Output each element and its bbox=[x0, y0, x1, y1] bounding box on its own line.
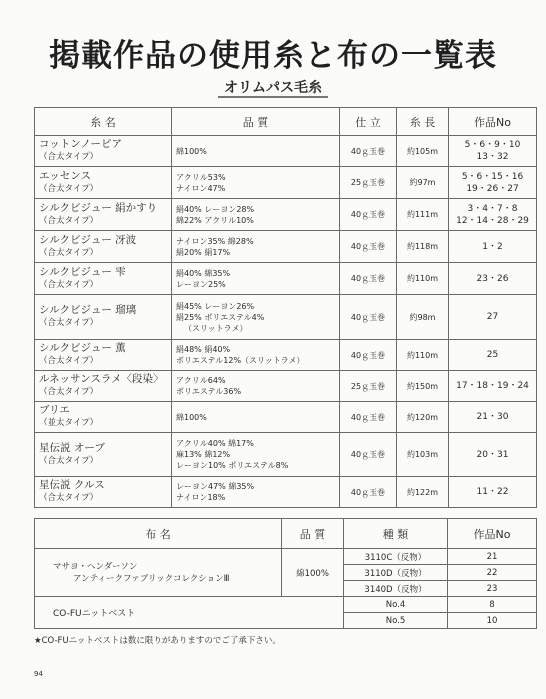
yarn-works-cell bbox=[449, 295, 537, 340]
fabric-kind: No.5 bbox=[344, 613, 448, 629]
yarn-name-cell bbox=[35, 433, 172, 477]
page-title: 掲載作品の使用糸と布の一覧表 bbox=[49, 38, 497, 74]
fabric-name-masayo bbox=[35, 549, 282, 597]
yarn-type: （並太タイプ） bbox=[39, 418, 99, 428]
yarn-row bbox=[35, 433, 537, 477]
yarn-quality-line: 綿22% アクリル10% bbox=[176, 215, 254, 225]
yarn-length: 約118m bbox=[397, 231, 449, 263]
fabric-work-no: 8 bbox=[448, 597, 537, 613]
yarn-quality-line: レーヨン10% ポリエステル8% bbox=[176, 461, 289, 470]
yarn-quality-line: ナイロン47% bbox=[176, 183, 226, 193]
yarn-work-no: 19・26・27 bbox=[466, 183, 519, 194]
yarn-name-cell bbox=[35, 136, 172, 167]
yarn-form: 40ｇ玉巻 bbox=[340, 295, 397, 340]
yarn-name-cell bbox=[35, 167, 172, 199]
fabric-row bbox=[35, 549, 537, 565]
yarn-quality-cell bbox=[172, 136, 340, 167]
yarn-quality-line: ポリエステル12%（スリットラメ） bbox=[176, 356, 305, 365]
yarn-form: 40ｇ玉巻 bbox=[340, 340, 397, 371]
yarn-quality-line: アクリル64% bbox=[176, 376, 226, 385]
fabric-row bbox=[35, 597, 537, 613]
fabric-name-cofu: CO-FUニットベスト bbox=[35, 597, 344, 629]
yarn-length: 約110m bbox=[397, 263, 449, 295]
col-header-fabric-name: 布 名 bbox=[35, 519, 282, 549]
yarn-length: 約122m bbox=[397, 477, 449, 508]
yarn-quality-cell bbox=[172, 167, 340, 199]
yarn-work-no: 20・31 bbox=[476, 449, 509, 460]
yarn-type: （合太タイプ） bbox=[39, 279, 99, 290]
yarn-name-cell bbox=[35, 477, 172, 508]
yarn-type: （合太タイプ） bbox=[39, 318, 99, 328]
yarn-length: 約103m bbox=[397, 433, 449, 477]
fabric-kind: No.4 bbox=[344, 597, 448, 613]
section-subtitle bbox=[0, 77, 546, 97]
fabric-quality: 綿100% bbox=[282, 549, 344, 597]
fabric-work-no: 23 bbox=[448, 581, 537, 597]
yarn-quality-line: 絹20% 絹17% bbox=[176, 247, 231, 257]
yarn-type: （合太タイプ） bbox=[39, 183, 99, 194]
yarn-quality-cell bbox=[172, 199, 340, 231]
col-header-name: 糸 名 bbox=[35, 108, 172, 136]
col-header-fabric-works: 作品No bbox=[448, 519, 537, 549]
yarn-quality-line: 絹25% ポリエステル4% bbox=[176, 312, 265, 322]
yarn-name: 星伝説 クルス bbox=[39, 479, 105, 491]
yarn-name-cell bbox=[35, 402, 172, 433]
yarn-row bbox=[35, 199, 537, 231]
fabric-name-line: アンティークファブリックコレクションⅢ bbox=[73, 573, 230, 584]
yarn-row bbox=[35, 263, 537, 295]
yarn-type: （合太タイプ） bbox=[39, 387, 99, 397]
yarn-quality-line: アクリル53% bbox=[176, 172, 226, 182]
yarn-row bbox=[35, 340, 537, 371]
yarn-form: 25ｇ玉巻 bbox=[340, 371, 397, 402]
yarn-type: （合太タイプ） bbox=[39, 356, 99, 366]
yarn-quality-cell bbox=[172, 433, 340, 477]
yarn-quality-cell bbox=[172, 231, 340, 263]
yarn-quality-line: 綿100% bbox=[176, 412, 207, 422]
yarn-length: 約97m bbox=[397, 167, 449, 199]
yarn-name: シルクビジュー 瑠璃 bbox=[39, 304, 137, 316]
fabric-table-header bbox=[35, 519, 537, 549]
yarn-row bbox=[35, 231, 537, 263]
yarn-quality-line: 麻13% 綿12% bbox=[176, 450, 231, 459]
fabric-table bbox=[34, 518, 537, 629]
yarn-name: シルクビジュー 冴波 bbox=[39, 233, 137, 246]
yarn-quality-line: 絹48% 絹40% bbox=[176, 345, 231, 354]
yarn-work-no: 13・32 bbox=[476, 152, 509, 162]
yarn-name-cell bbox=[35, 371, 172, 402]
yarn-work-no: 11・22 bbox=[476, 487, 509, 497]
yarn-quality-line: レーヨン25% bbox=[176, 279, 226, 289]
yarn-works-cell bbox=[449, 340, 537, 371]
yarn-works-cell bbox=[449, 402, 537, 433]
fabric-kind: 3140D（反物） bbox=[344, 581, 448, 597]
yarn-type: （合太タイプ） bbox=[39, 152, 99, 162]
yarn-quality-cell bbox=[172, 295, 340, 340]
yarn-works-cell bbox=[449, 477, 537, 508]
yarn-table bbox=[34, 107, 537, 508]
subtitle-text: オリムパス毛糸 bbox=[218, 80, 328, 98]
yarn-type: （合太タイプ） bbox=[39, 493, 99, 503]
col-header-works: 作品No bbox=[449, 108, 537, 136]
yarn-table-header bbox=[35, 108, 537, 136]
yarn-quality-line: レーヨン47% 綿35% bbox=[176, 482, 255, 491]
yarn-type: （合太タイプ） bbox=[39, 215, 99, 226]
yarn-name: ブリエ bbox=[39, 404, 70, 416]
yarn-work-no: 27 bbox=[486, 312, 499, 322]
yarn-work-no: 21・30 bbox=[476, 412, 509, 422]
yarn-quality-cell bbox=[172, 402, 340, 433]
fabric-work-no: 22 bbox=[448, 565, 537, 581]
col-header-fabric-quality: 品 質 bbox=[282, 519, 344, 549]
yarn-quality-line: ナイロン35% 綿28% bbox=[176, 236, 254, 246]
page-number: 94 bbox=[34, 670, 43, 678]
yarn-works-cell bbox=[449, 199, 537, 231]
yarn-quality-cell bbox=[172, 477, 340, 508]
yarn-name: 星伝説 オーブ bbox=[39, 441, 105, 454]
yarn-length: 約111m bbox=[397, 199, 449, 231]
yarn-works-cell bbox=[449, 433, 537, 477]
yarn-length: 約110m bbox=[397, 340, 449, 371]
yarn-type: （合太タイプ） bbox=[39, 247, 99, 258]
fabric-work-no: 21 bbox=[448, 549, 537, 565]
yarn-name-cell bbox=[35, 295, 172, 340]
yarn-form: 40ｇ玉巻 bbox=[340, 433, 397, 477]
yarn-type: （合太タイプ） bbox=[39, 455, 99, 466]
yarn-form: 40ｇ玉巻 bbox=[340, 477, 397, 508]
fabric-kind: 3110C（反物） bbox=[344, 549, 448, 565]
yarn-length: 約120m bbox=[397, 402, 449, 433]
yarn-length: 約105m bbox=[397, 136, 449, 167]
yarn-name-cell bbox=[35, 263, 172, 295]
yarn-length: 約98m bbox=[397, 295, 449, 340]
yarn-length: 約150m bbox=[397, 371, 449, 402]
yarn-work-no: 25 bbox=[486, 350, 499, 360]
yarn-quality-line: ナイロン18% bbox=[176, 493, 226, 502]
yarn-name-cell bbox=[35, 199, 172, 231]
yarn-form: 40ｇ玉巻 bbox=[340, 199, 397, 231]
yarn-work-no: 23・26 bbox=[476, 273, 509, 284]
yarn-name-cell bbox=[35, 231, 172, 263]
yarn-form: 40ｇ玉巻 bbox=[340, 231, 397, 263]
yarn-work-no: 1・2 bbox=[482, 241, 503, 252]
col-header-quality: 品 質 bbox=[172, 108, 340, 136]
yarn-quality-cell bbox=[172, 340, 340, 371]
yarn-quality-line: （スリットラメ） bbox=[184, 323, 248, 333]
yarn-name: シルクビジュー 薫 bbox=[39, 342, 126, 354]
yarn-works-cell bbox=[449, 371, 537, 402]
yarn-quality-cell bbox=[172, 371, 340, 402]
yarn-works-cell bbox=[449, 263, 537, 295]
yarn-works-cell bbox=[449, 231, 537, 263]
yarn-name: ルネッサンスラメ〈段染〉 bbox=[39, 373, 164, 385]
yarn-row bbox=[35, 371, 537, 402]
col-header-fabric-kind: 種 類 bbox=[344, 519, 448, 549]
fabric-kind: 3110D（反物） bbox=[344, 565, 448, 581]
yarn-name: エッセンス bbox=[39, 169, 91, 182]
col-header-length: 糸 長 bbox=[397, 108, 449, 136]
yarn-form: 40ｇ玉巻 bbox=[340, 263, 397, 295]
yarn-row bbox=[35, 402, 537, 433]
yarn-quality-cell bbox=[172, 263, 340, 295]
yarn-name: シルクビジュー 雫 bbox=[39, 265, 126, 278]
yarn-quality-line: 絹40% 綿35% bbox=[176, 268, 231, 278]
yarn-work-no: 5・6・15・16 bbox=[461, 171, 524, 182]
yarn-form: 40ｇ玉巻 bbox=[340, 136, 397, 167]
yarn-work-no: 3・4・7・8 bbox=[467, 203, 518, 214]
yarn-work-no: 5・6・9・10 bbox=[464, 140, 521, 150]
fabric-name-line: マサヨ・ヘンダーソン bbox=[53, 561, 138, 572]
col-header-form: 仕 立 bbox=[340, 108, 397, 136]
yarn-name: シルクビジュー 絹かすり bbox=[39, 201, 158, 214]
yarn-quality-line: 絹45% レーヨン26% bbox=[176, 301, 255, 311]
yarn-row bbox=[35, 477, 537, 508]
yarn-work-no: 17・18・19・24 bbox=[456, 381, 529, 391]
yarn-name: コットンノーピア bbox=[39, 138, 123, 150]
yarn-row bbox=[35, 167, 537, 199]
yarn-row bbox=[35, 295, 537, 340]
yarn-quality-line: 絹40% レーヨン28% bbox=[176, 204, 255, 214]
yarn-form: 25ｇ玉巻 bbox=[340, 167, 397, 199]
fabric-work-no: 10 bbox=[448, 613, 537, 629]
yarn-work-no: 12・14・28・29 bbox=[456, 215, 529, 226]
yarn-quality-line: アクリル40% 綿17% bbox=[176, 439, 254, 448]
yarn-quality-line: 綿100% bbox=[176, 146, 207, 156]
yarn-form: 40ｇ玉巻 bbox=[340, 402, 397, 433]
footnote: ★CO-FUニットベストは数に限りがありますのでご了承下さい。 bbox=[34, 636, 281, 646]
yarn-works-cell bbox=[449, 136, 537, 167]
yarn-row bbox=[35, 136, 537, 167]
yarn-works-cell bbox=[449, 167, 537, 199]
yarn-name-cell bbox=[35, 340, 172, 371]
yarn-quality-line: ポリエステル36% bbox=[176, 387, 242, 396]
